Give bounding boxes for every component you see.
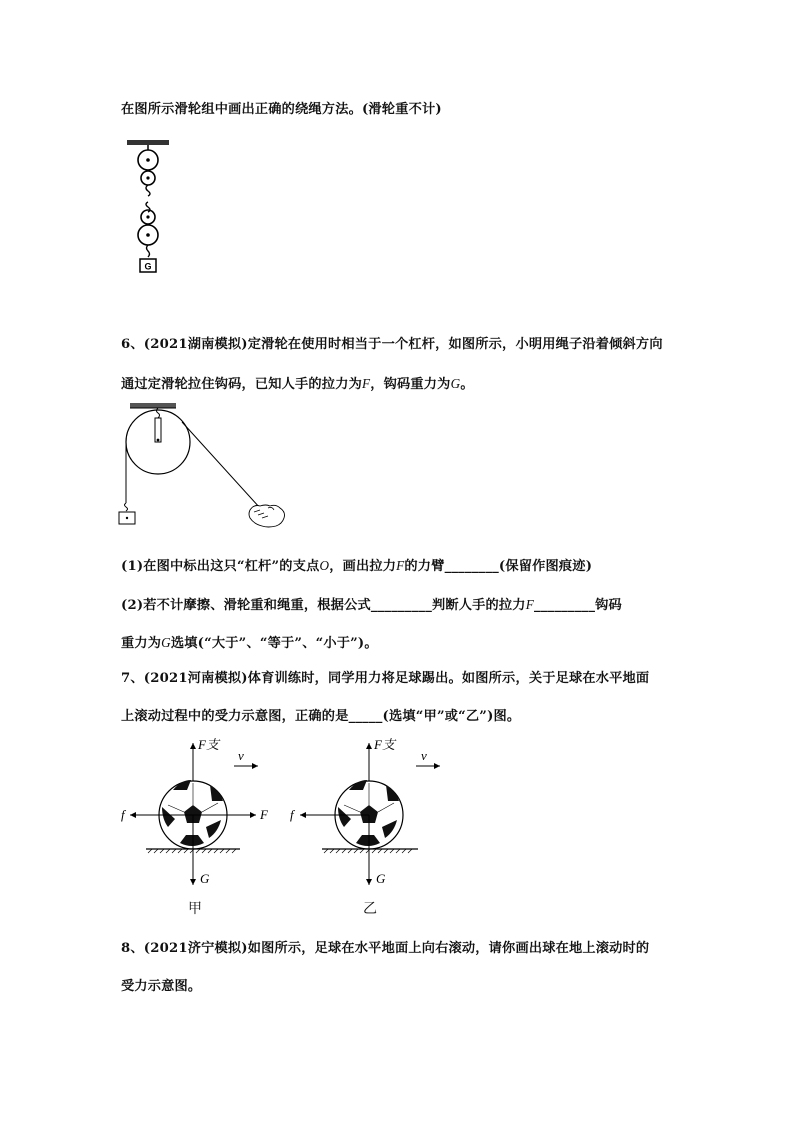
caption-yi: 乙 <box>363 901 377 917</box>
label-f-support: F支 <box>198 737 219 752</box>
label-gravity: G <box>200 871 210 886</box>
q7-line1: 7、(2021河南模拟)体育训练时，同学用力将足球踢出。如图所示，关于足球在水平地面 <box>121 671 650 686</box>
q6-sub3: 重力为G选填(“大于”、“等于”、“小于”)。 <box>121 635 378 651</box>
label-gravity: G <box>376 871 386 886</box>
weight-label: G <box>144 261 152 272</box>
label-f-support: F支 <box>374 737 395 752</box>
caption-jia: 甲 <box>188 901 202 917</box>
q6-sub1: (1)在图中标出这只“杠杆”的支点O，画出拉力F的力臂________(保留作图痕迹) <box>121 558 593 574</box>
label-friction: f <box>121 807 125 822</box>
force-diagram-yi <box>290 735 450 890</box>
label-velocity: v <box>421 748 427 763</box>
fixed-pulley-figure <box>118 400 298 532</box>
label-velocity: v <box>238 748 244 763</box>
q6-sub2: (2)若不计摩擦、滑轮重和绳重，根据公式_________判断人手的拉力F_________钩码 <box>121 597 622 613</box>
q8-line2: 受力示意图。 <box>121 979 202 994</box>
q7-line2: 上滚动过程中的受力示意图，正确的是_____(选填“甲”或“乙”)图。 <box>121 709 521 724</box>
label-friction: f <box>290 807 294 822</box>
force-diagram-jia <box>118 735 278 890</box>
q6-line1: 6、(2021湖南模拟)定滑轮在使用时相当于一个杠杆，如图所示，小明用绳子沿着倾斜方向 <box>121 337 663 352</box>
q8-line1: 8、(2021济宁模拟)如图所示，足球在水平地面上向右滚动，请你画出球在地上滚动时的 <box>121 941 650 956</box>
q5-text: 在图所示滑轮组中画出正确的绕绳方法。(滑轮重不计) <box>121 102 442 117</box>
q6-line2: 通过定滑轮拉住钩码，已知人手的拉力为F，钩码重力为G。 <box>121 376 474 392</box>
label-force: F <box>260 807 268 822</box>
pulley-system-figure <box>124 138 174 278</box>
